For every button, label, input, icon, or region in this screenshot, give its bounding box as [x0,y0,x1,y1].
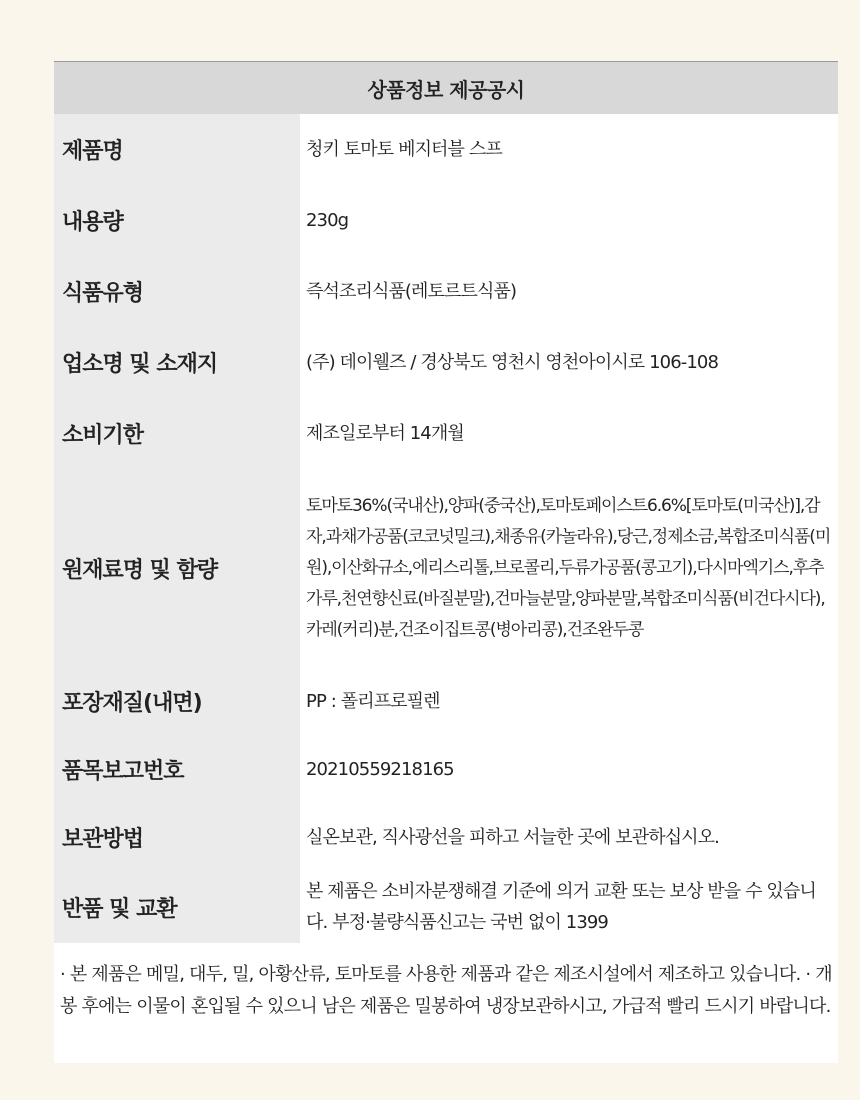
row-label: 소비기한 [54,398,300,469]
product-info-table [54,61,838,1063]
row-value [300,469,838,667]
table-row-net-weight [54,185,838,256]
table-row-manufacturer [54,327,838,398]
table-row-expiry [54,398,838,469]
row-value [300,185,838,256]
row-value-text: 제조일로부터 14개월 [306,423,464,444]
table-row-food-type [54,256,838,327]
table-row-packaging [54,667,838,735]
row-label: 제품명 [54,114,300,185]
row-label: 포장재질(내면) [54,667,300,735]
row-value-text: 실온보관, 직사광선을 피하고 서늘한 곳에 보관하십시오. [306,826,719,848]
row-value [300,114,838,185]
row-value [300,398,838,469]
row-label: 업소명 및 소재지 [54,327,300,398]
row-value-text: (주) 데이웰즈 / 경상북도 영천시 영천아이시로 106-108 [306,352,719,373]
table-row-returns [54,871,838,943]
row-label: 반품 및 교환 [54,871,300,943]
row-value [300,735,838,803]
row-label: 품목보고번호 [54,735,300,803]
row-value [300,803,838,871]
notes-text: · 본 제품은 메밀, 대두, 밀, 아황산류, 토마토를 사용한 제품과 같은 제조시설에서 제조하고 있습니다. · 개봉 후에는 이물이 혼입될 수 있으니 남은 제품은 밀봉하여 냉장보관하시고, 가급적 빨리 드시기 바랍니다. [54,943,838,1063]
row-value-text: PP : 폴리프로필렌 [306,690,440,712]
table-row-report-number [54,735,838,803]
row-label: 보관방법 [54,803,300,871]
table-row-ingredients [54,469,838,667]
table-title: 상품정보 제공공시 [54,61,838,114]
row-value [300,667,838,735]
table-row-product-name [54,114,838,185]
row-value-text: 토마토36%(국내산),양파(중국산),토마토페이스트6.6%[토마토(미국산)],감자,과채가공품(코코넛밀크),채종유(카놀라유),당근,정제소금,복합조미식품(미원),이산화규소,에리스리톨,브로콜리,두류가공품(콩고기),다시마엑기스,후추가루,천연향신료(바질분말),건마늘분말,양파분말,복합조미식품(비건다시다),카레(커리)분,건조이집트콩(병아리콩),건조완두콩 [306,495,831,640]
row-label: 식품유형 [54,256,300,327]
row-value-text: 20210559218165 [306,758,454,780]
row-value [300,327,838,398]
row-value [300,256,838,327]
row-value-text: 본 제품은 소비자분쟁해결 기준에 의거 교환 또는 보상 받을 수 있습니다. 부정·불량식품신고는 국번 없이 1399 [306,881,816,933]
row-label: 내용량 [54,185,300,256]
row-value-text: 청키 토마토 베지터블 스프 [306,139,502,160]
row-value [300,871,838,943]
row-value-text: 230g [306,210,349,231]
table-row-storage [54,803,838,871]
row-label: 원재료명 및 함량 [54,469,300,667]
row-value-text: 즉석조리식품(레토르트식품) [306,281,517,302]
